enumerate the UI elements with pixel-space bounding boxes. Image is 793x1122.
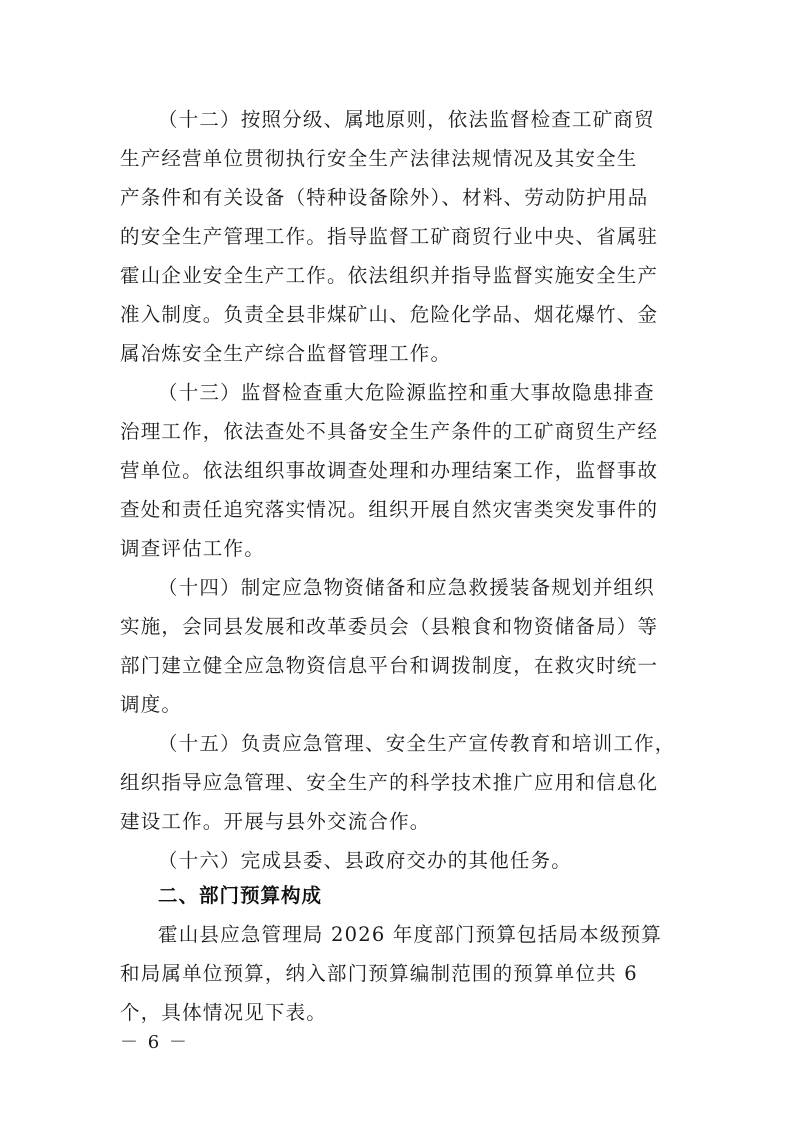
paragraph-12-line-4: 的安全生产管理工作。指导监督工矿商贸行业中央、省属驻 xyxy=(120,225,659,248)
paragraph-12-line-2: 生产经营单位贯彻执行安全生产法律法规情况及其安全生 xyxy=(120,147,638,170)
paragraph-15-line-2: 组织指导应急管理、安全生产的科学技术推广应用和信息化 xyxy=(120,771,659,794)
paragraph-15-line-3: 建设工作。开展与县外交流合作。 xyxy=(120,810,431,833)
paragraph-12-line-5: 霍山企业安全生产工作。依法组织并指导监督实施安全生产 xyxy=(120,264,659,287)
budget-paragraph-line-1: 霍山县应急管理局 2026 年度部门预算包括局本级预算 xyxy=(158,923,662,946)
page-number: － 6 － xyxy=(120,1032,189,1053)
budget-paragraph-line-3: 个，具体情况见下表。 xyxy=(120,1001,328,1024)
section-heading: 二、部门预算构成 xyxy=(158,884,323,907)
paragraph-14-line-3: 部门建立健全应急物资信息平台和调拨制度，在救灾时统一 xyxy=(120,654,659,677)
paragraph-13-line-1: （十三）监督检查重大危险源监控和重大事故隐患排查 xyxy=(158,381,655,404)
budget-paragraph-line-2: 和局属单位预算，纳入部门预算编制范围的预算单位共 6 xyxy=(120,962,638,985)
paragraph-14-line-2: 实施，会同县发展和改革委员会（县粮食和物资储备局）等 xyxy=(120,615,659,638)
paragraph-15-line-1: （十五）负责应急管理、安全生产宣传教育和培训工作， xyxy=(158,732,676,755)
paragraph-13-line-2: 治理工作，依法查处不具备安全生产条件的工矿商贸生产经 xyxy=(120,420,659,443)
paragraph-14-line-1: （十四）制定应急物资储备和应急救援装备规划并组织 xyxy=(158,576,655,599)
paragraph-13-line-5: 调查评估工作。 xyxy=(120,537,265,560)
paragraph-13-line-4: 查处和责任追究落实情况。组织开展自然灾害类突发事件的 xyxy=(120,498,659,521)
paragraph-14-line-4: 调度。 xyxy=(120,693,183,716)
paragraph-12-line-6: 准入制度。负责全县非煤矿山、危险化学品、烟花爆竹、金 xyxy=(120,303,659,326)
paragraph-13-line-3: 营单位。依法组织事故调查处理和办理结案工作，监督事故 xyxy=(120,459,659,482)
paragraph-12-line-3: 产条件和有关设备（特种设备除外）、材料、劳动防护用品 xyxy=(120,186,649,209)
paragraph-12-line-1: （十二）按照分级、属地原则，依法监督检查工矿商贸 xyxy=(158,108,655,131)
paragraph-16-line-1: （十六）完成县委、县政府交办的其他任务。 xyxy=(158,849,573,872)
paragraph-12-line-7: 属冶炼安全生产综合监督管理工作。 xyxy=(120,342,452,365)
